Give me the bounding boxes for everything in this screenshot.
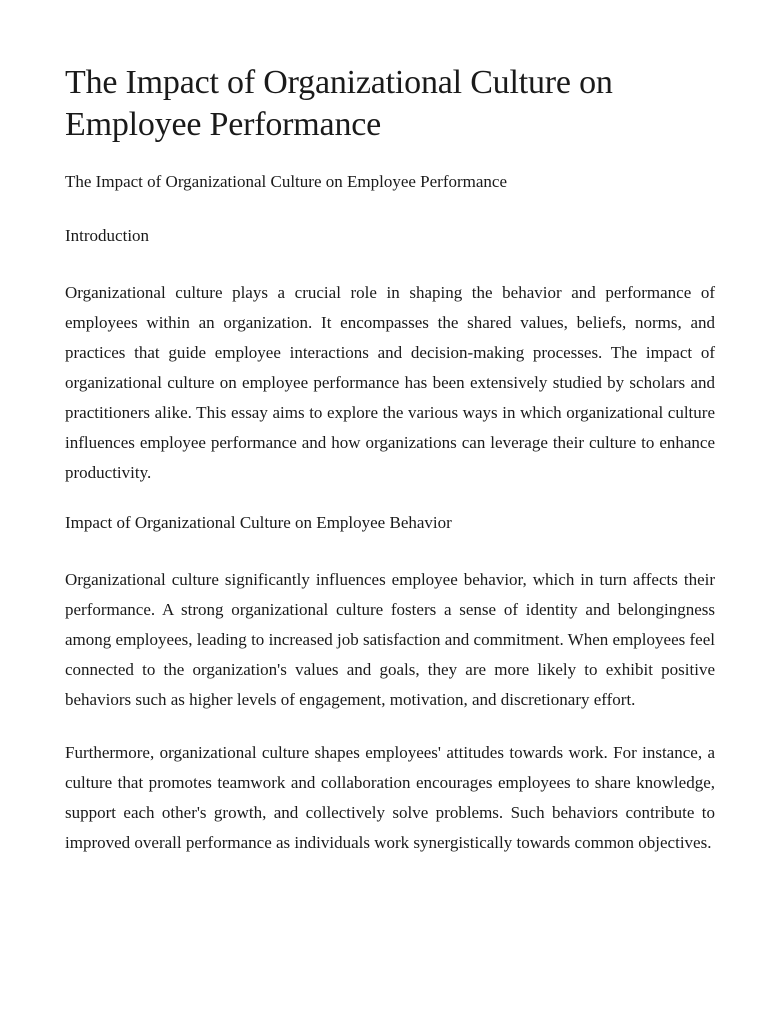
section-heading-introduction: Introduction: [65, 226, 150, 245]
section-heading-impact-behavior: Impact of Organizational Culture on Employee Behavior: [65, 513, 452, 532]
paragraph-behavior-2: Furthermore, organizational culture shapes employees' attitudes towards work. For instance, a culture that promotes teamwork and collaboration encourages employees to share knowledge, support each other's growth, and collectively solve problems. Such behaviors contribute to improved overall performance as individuals work synergistically towards common objectives.: [65, 743, 715, 852]
document-title: The Impact of Organizational Culture on Employee Performance: [65, 64, 613, 143]
paragraph-behavior-1: Organizational culture significantly influences employee behavior, which in turn affects their performance. A strong organizational culture fosters a sense of identity and belongingness among employees, leading to increased job satisfaction and commitment. When employees feel connected to the organization's values and goals, they are more likely to exhibit positive behaviors such as higher levels of engagement, motivation, and discretionary effort.: [65, 570, 715, 709]
document-subtitle: The Impact of Organizational Culture on Employee Performance: [65, 172, 507, 191]
document-page: [65, 62, 715, 881]
paragraph-introduction: Organizational culture plays a crucial role in shaping the behavior and performance of employees within an organization. It encompasses the shared values, beliefs, norms, and practices that guide employee interactions and decision-making processes. The impact of organizational culture on employee performance has been extensively studied by scholars and practitioners alike. This essay aims to explore the various ways in which organizational culture influences employee performance and how organizations can leverage their culture to enhance productivity.: [65, 283, 715, 482]
